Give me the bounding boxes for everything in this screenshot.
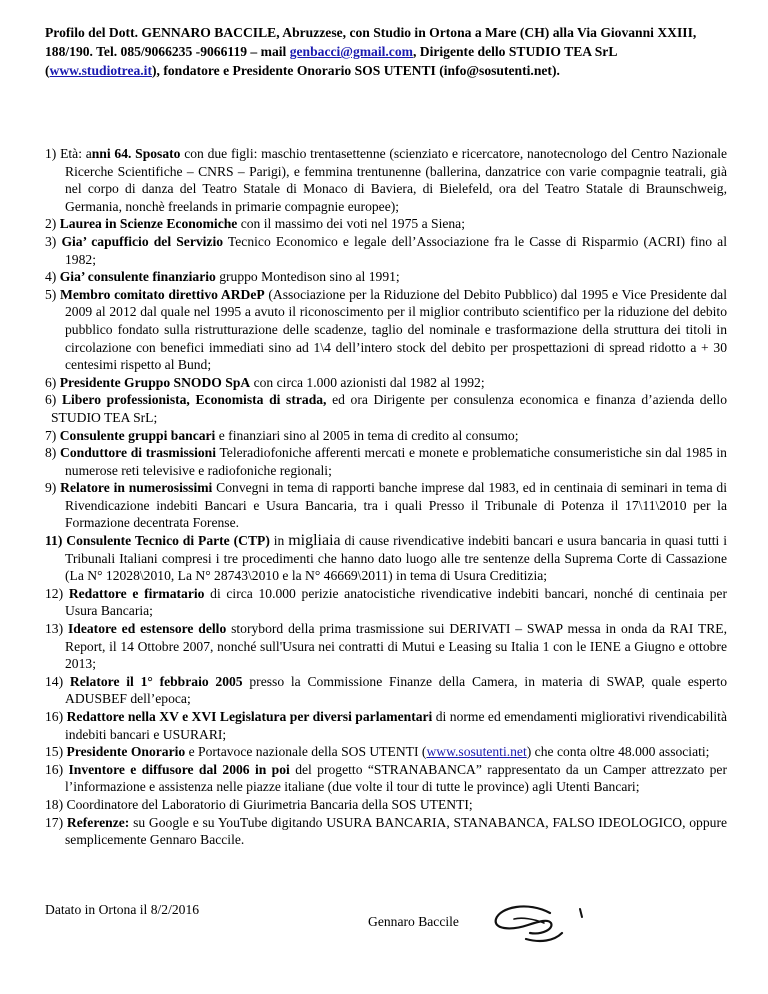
list-item (45, 796, 727, 814)
item-number: 2) (45, 216, 57, 232)
item-bold: Membro comitato direttivo ARDeP (60, 286, 265, 302)
list-item (45, 233, 727, 268)
item-number: 6) (45, 374, 57, 390)
list-item (45, 532, 727, 585)
item-text: e finanziari sino al 2005 in tema di credito al consumo; (215, 427, 519, 443)
item-text: di norme ed emendamenti migliorativi rivendicabilità indebiti bancari e USURARI; (65, 709, 727, 742)
item-bold: Gia’ capufficio del Servizio (61, 233, 224, 249)
item-bold: Presidente Gruppo SNODO SpA (59, 374, 251, 390)
item-text: con circa 1.000 azionisti dal 1982 al 1992; (250, 374, 485, 390)
item-text: Convegni in tema di rapporti banche imprese dal 1983, ed in centinaia di seminari in tema di Rivendicazione indebiti Bancari e Usura Bancaria, tra i quali Presso il Tribunale di Potenza il 17\11\2010 per la Formazione decentrata Forense. (65, 480, 728, 531)
item-number: 12) (45, 585, 64, 601)
item-text: con il massimo dei voti nel 1975 a Siena; (237, 216, 465, 232)
list-item (45, 145, 727, 215)
signing-date: Datato in Ortona il 8/2/2016 (45, 902, 200, 917)
item-text: di circa 10.000 perizie anatocistiche rivendicative indebiti bancari, nonché di centinaia per Usura Bancaria; (65, 585, 727, 619)
item-pre: Età: a (60, 146, 92, 161)
item-bold: Redattore e firmatario (68, 585, 205, 601)
list-item (45, 743, 727, 761)
list-item (45, 427, 727, 445)
header-mid: , Dirigente dello STUDIO TEA SrL ( (45, 44, 617, 78)
item-text: ) che conta oltre 48.000 associati; (526, 744, 710, 760)
profile-list (45, 145, 727, 849)
list-item (45, 374, 727, 392)
item-text: Teleradiofoniche afferenti mercati e monete e problematiche consumeristiche sin dal 1985 in numerose reti televisive e radiofoniche regionali; (65, 445, 727, 478)
list-item (45, 391, 727, 426)
sosutenti-link[interactable]: www.sosutenti.net (426, 744, 527, 760)
item-number: 7) (45, 427, 57, 443)
list-item (45, 444, 727, 479)
list-item (45, 620, 727, 673)
item-bold: Libero professionista, Economista di strada, (61, 392, 327, 408)
signer-name: Gennaro Baccile (368, 914, 459, 929)
item-number: 18) (45, 796, 64, 812)
email-link[interactable]: genbacci@gmail.com (289, 44, 413, 59)
item-number: 1) (45, 146, 57, 161)
list-item (45, 673, 727, 708)
item-bold: Laurea in Scienze Economiche (59, 216, 238, 232)
item-text: con due figli: maschio trentasettenne (scienziato e ricercatore, nanotecnologo del Centro Nazionale Ricerche Scientifiche – CNRS – Parigi), e femmina trentunenne (ballerina, danzatrice con varie compagnie teatrali, già nel corpo di danza del Teatro Statale di Monaco di Baviera, di Bielefeld, ora del Teatro Statale di Braunschweig, Germania, nonchè freelands in primarie compagnie europee); (65, 146, 728, 214)
item-number: 15) (45, 744, 64, 760)
website-link[interactable]: www.studiotrea.it (49, 63, 152, 78)
list-item (45, 479, 727, 532)
item-number: 3) (45, 233, 57, 249)
list-item (45, 215, 727, 233)
item-number: 11) (45, 533, 63, 549)
item-number: 14) (45, 673, 64, 689)
item-number: 16) (45, 761, 64, 777)
list-item (45, 814, 727, 849)
item-text: su Google e su YouTube digitando USURA BANCARIA, STANABANCA, FALSO IDEOLOGICO, oppure semplicemente Gennaro Baccile. (65, 814, 728, 848)
item-bold: Relatore in numerosissimi (60, 480, 213, 496)
list-item (45, 286, 727, 374)
item-text: di cause rivendicative indebiti bancari e usura bancaria in quasi tutti i Tribunali Italiani compresi i tre procedimenti che hanno dato luogo alle tre sentenze della Suprema Corte di Cassazione (La N° 12028\2010, La N° 28743\2010 e la N° 46669\2011) in tema di Usura Creditizia; (65, 533, 727, 584)
list-item (45, 268, 727, 286)
item-text: Coordinatore del Laboratorio di Giurimetria Bancaria della SOS UTENTI; (63, 796, 473, 812)
item-text: presso la Commissione Finanze della Camera, in materia di SWAP, quale esperto ADUSBEF dell’epoca; (65, 673, 727, 707)
item-bold: Inventore e diffusore dal 2006 in poi (68, 761, 290, 777)
item-number: 9) (45, 480, 57, 496)
item-bold: Consulente gruppi bancari (59, 427, 216, 443)
handwritten-signature (488, 893, 638, 953)
item-number: 17) (45, 814, 64, 830)
list-item (45, 585, 727, 620)
item-text: e Portavoce nazionale della SOS UTENTI ( (185, 744, 427, 760)
item-bold: Ideatore ed estensore dello (67, 621, 227, 637)
item-text: (Associazione per la Riduzione del Debito Pubblico) dal 1995 e Vice Presidente dal 2009 al 2012 dal quale nel 1995 a avuto il riconoscimento per il miglior contributo scientifico per la riduzione del debito pubblico fondato sulla ristrutturazione delle scadenze, taglio del nominale e trasformazione della struttura dei titoli in circolazione con benefici immediati sino ad 1\4 dell’intero stock del debito per prospettazioni di spread ridotto a + 30 centesimi rispetto al Bund; (65, 286, 727, 373)
item-bold: Redattore nella XV e XVI Legislatura per diversi parlamentari (66, 709, 433, 724)
item-emphasis: migliaia (288, 532, 341, 550)
item-text: del progetto “STRANABANCA” rappresentato da un Camper attrezzato per l’informazione e assistenza nelle piazze italiane (due volte il tour di tutte le province) agli Utenti Bancari; (65, 761, 727, 795)
item-number: 5) (45, 286, 57, 302)
item-mid: in (269, 533, 289, 549)
list-item (45, 761, 727, 796)
header-tail: ), fondatore e Presidente Onorario SOS UTENTI (info@sosutenti.net). (152, 63, 560, 78)
item-bold: Presidente Onorario (66, 744, 186, 760)
item-number: 6) (45, 392, 57, 408)
item-number: 4) (45, 269, 57, 285)
list-item (45, 708, 727, 743)
item-text: ed ora Dirigente per consulenza economica e finanza d’azienda dello STUDIO TEA SrL; (51, 392, 727, 425)
item-text: Tecnico Economico e legale dell’Associazione fra le Casse di Risparmio (ACRI) fino al 1982; (65, 233, 727, 267)
item-number: 8) (45, 445, 57, 461)
profile-header (45, 23, 729, 80)
item-bold: Consulente Tecnico di Parte (CTP) (66, 533, 270, 549)
item-bold: Conduttore di trasmissioni (60, 445, 216, 461)
item-number: 13) (45, 621, 64, 637)
header-intro: Profilo del Dott. GENNARO BACCILE, Abruzzese, con Studio in Ortona a Mare (CH) alla Via Giovanni XXIII, 188/190. Tel. 085/9066235 -9066119 – mail (45, 25, 697, 59)
item-bold: Gia’ consulente finanziario (59, 269, 216, 285)
item-bold: nni 64. Sposato (91, 146, 181, 161)
item-bold: Relatore il 1° febbraio 2005 (69, 673, 243, 689)
item-text: gruppo Montedison sino al 1991; (215, 269, 400, 285)
item-bold: Referenze: (66, 814, 130, 830)
item-number: 16) (45, 709, 64, 724)
item-text: storybord della prima trasmissione sui DERIVATI – SWAP messa in onda da RAI TRE, Report, il 14 Ottobre 2007, nonché sull'Usura nei contratti di Mutui e Leasing su Italia 1 con le IENE a Giugno e ottobre 2013; (65, 621, 727, 672)
